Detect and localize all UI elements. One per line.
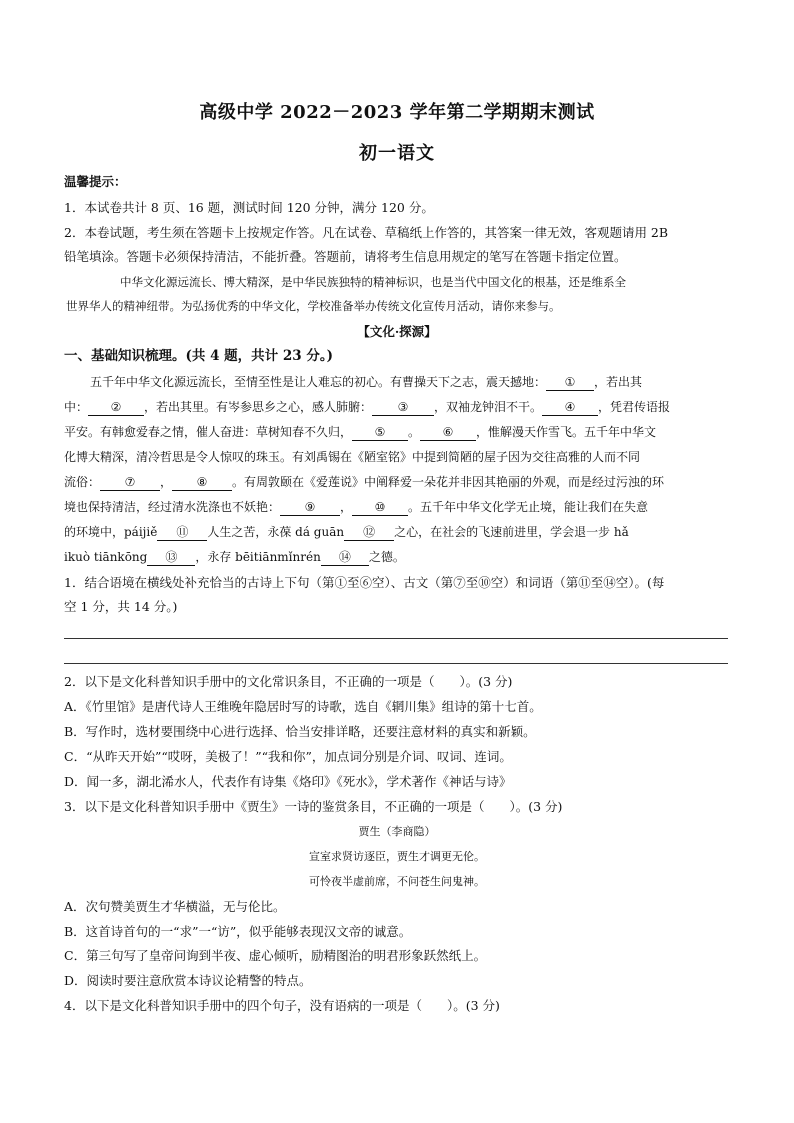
passage-text: 之心，在社会的飞速前进里，学会退一步 hǎ [394,525,629,539]
q2-option-a[interactable]: A．《竹里馆》是唐代诗人王维晚年隐居时写的诗歌，选自《辋川集》组诗的第十七首。 [64,699,542,714]
passage-text: ，惟解漫天作雪飞。五千年中华文 [476,425,657,439]
blank-5: ⑤ [352,424,408,441]
q3-option-c[interactable]: C．第三句写了皇帝问询到半夜、虚心倾听，励精图治的明君形象跃然纸上。 [64,948,487,963]
blank-4: ④ [542,399,598,416]
blank-9: ⑨ [280,499,340,516]
passage-text: ， [340,500,353,514]
intro-line-2: 世界华人的精神纽带。为弘扬优秀的中华文化，学校准备举办传统文化宣传月活动，请你来参与。 [66,299,561,313]
intro-line-1: 中华文化源远流长、博大精深，是中华民族独特的精神标识，也是当代中国文化的根基，还是维系全 [120,275,626,289]
q2-option-d[interactable]: D．闻一多，湖北浠水人，代表作有诗集《烙印》《死水》，学术著作《神话与诗》 [64,774,512,789]
blank-3: ③ [372,399,434,416]
passage-line-5 [64,472,728,492]
blank-14: ⑭ [321,549,369,566]
blank-2: ② [88,399,144,416]
answer-line-1[interactable] [64,638,728,639]
passage-line-8 [64,547,728,567]
tip-item-2-line-1: 2．本卷试题，考生须在答题卡上按规定作答。凡在试卷、草稿纸上作答的，其答案一律无效，客观题请用 2B [64,225,669,240]
passage-text: ，若出其里。有岑参思乡之心，感人肺腑： [144,400,373,414]
passage-text: 境也保持清洁，经过清水洗涤也不妖艳： [64,500,281,514]
passage-line-6 [64,497,728,517]
blank-11: ⑪ [157,524,207,541]
tip-item-1: 1．本试卷共计 8 页、16 题，测试时间 120 分钟，满分 120 分。 [64,200,434,215]
poem-line-2: 可怜夜半虚前席，不问苍生问鬼神。 [309,875,485,888]
section-label: 【文化·探源】 [357,324,437,339]
q3-option-a[interactable]: A．次句赞美贾生才华横溢，无与伦比。 [64,899,286,914]
q1-stem-line-1: 1．结合语境在横线处补充恰当的古诗上下句（第①至⑥空）、古文（第⑦至⑩空）和词语（第⑪至⑭空）。(每 [64,575,665,590]
passage-text: ，凭君传语报 [598,400,671,414]
exam-title: 高级中学 2022－2023 学年第二学期期末测试 [199,102,595,123]
q3-option-d[interactable]: D．阅读时要注意欣赏本诗议论精警的特点。 [64,973,312,988]
part1-heading: 一、基础知识梳理。(共 4 题，共计 23 分。) [64,348,334,364]
poem-line-1: 宣室求贤访逐臣，贾生才调更无伦。 [309,850,485,863]
tips-heading: 温馨提示： [64,174,127,189]
q3-stem: 3．以下是文化科普知识手册中《贾生》一诗的鉴赏条目，不正确的一项是（ ）。(3 分) [64,799,563,814]
q3-option-b[interactable]: B．这首诗首句的一“求”一“访”，似乎能够表现汉文帝的诚意。 [64,924,412,939]
passage-text: 。五千年中华文化学无止境，能让我们在失意 [408,500,649,514]
passage-text: 平安。有韩愈爱春之情，催人奋进：草树知春不久归， [64,425,353,439]
blank-8: ⑧ [172,474,232,491]
passage-text: 。 [408,425,421,439]
passage-text: ，若出其 [594,375,643,389]
passage-text: 的环境中，páijiě [64,525,158,539]
q2-option-b[interactable]: B．写作时，选材要围绕中心进行选择、恰当安排详略，还要注意材料的真实和新颖。 [64,724,536,739]
blank-6: ⑥ [420,424,476,441]
passage-line-4: 化博大精深，清冷哲思是令人惊叹的珠玉。有刘禹锡在《陋室铭》中提到简陋的屋子因为交往高雅的人而不同 [64,450,641,464]
passage-text: ikuò tiānkōng [64,550,148,564]
passage-text: ，永存 bēitiānmǐnrén [195,550,321,564]
passage-text: 流俗： [64,475,101,489]
passage-text: 人生之苦，永葆 dá guān [207,525,345,539]
passage-line-1 [90,372,754,392]
passage-text: 五千年中华文化源远流长，至情至性是让人难忘的初心。有曹操天下之志，震天撼地： [90,375,547,389]
q2-option-c[interactable]: C．“从昨天开始”“哎呀，美极了！”“我和你”，加点词分别是介词、叹词、连词。 [64,749,512,764]
q1-stem-line-2: 空 1 分，共 14 分。) [64,599,178,614]
q4-stem: 4．以下是文化科普知识手册中的四个句子，没有语病的一项是（ ）。(3 分) [64,998,500,1013]
blank-7: ⑦ [100,474,160,491]
passage-text: 之德。 [368,550,405,564]
blank-1: ① [546,374,594,391]
blank-12: ⑫ [344,524,394,541]
passage-line-7 [64,522,728,542]
passage-text: 中： [64,400,89,414]
passage-text: ，双袖龙钟泪不干。 [434,400,543,414]
passage-text: ， [160,475,173,489]
poem-title: 贾生（李商隐） [358,825,436,838]
passage-line-2 [64,397,728,417]
q2-stem: 2．以下是文化科普知识手册中的文化常识条目，不正确的一项是（ ）。(3 分) [64,674,513,689]
tip-item-2-line-2: 铅笔填涂。答题卡必须保持清洁，不能折叠。答题前，请将考生信息用规定的笔写在答题卡指定位置。 [64,249,627,264]
blank-10: ⑩ [352,499,408,516]
passage-line-3 [64,422,728,442]
passage-text: 。有周敦颐在《爱莲说》中阐释爱一朵花并非因其艳丽的外观，而是经过污浊的环 [232,475,665,489]
blank-13: ⑬ [147,549,195,566]
answer-line-2[interactable] [64,663,728,664]
exam-subject: 初一语文 [359,143,435,164]
